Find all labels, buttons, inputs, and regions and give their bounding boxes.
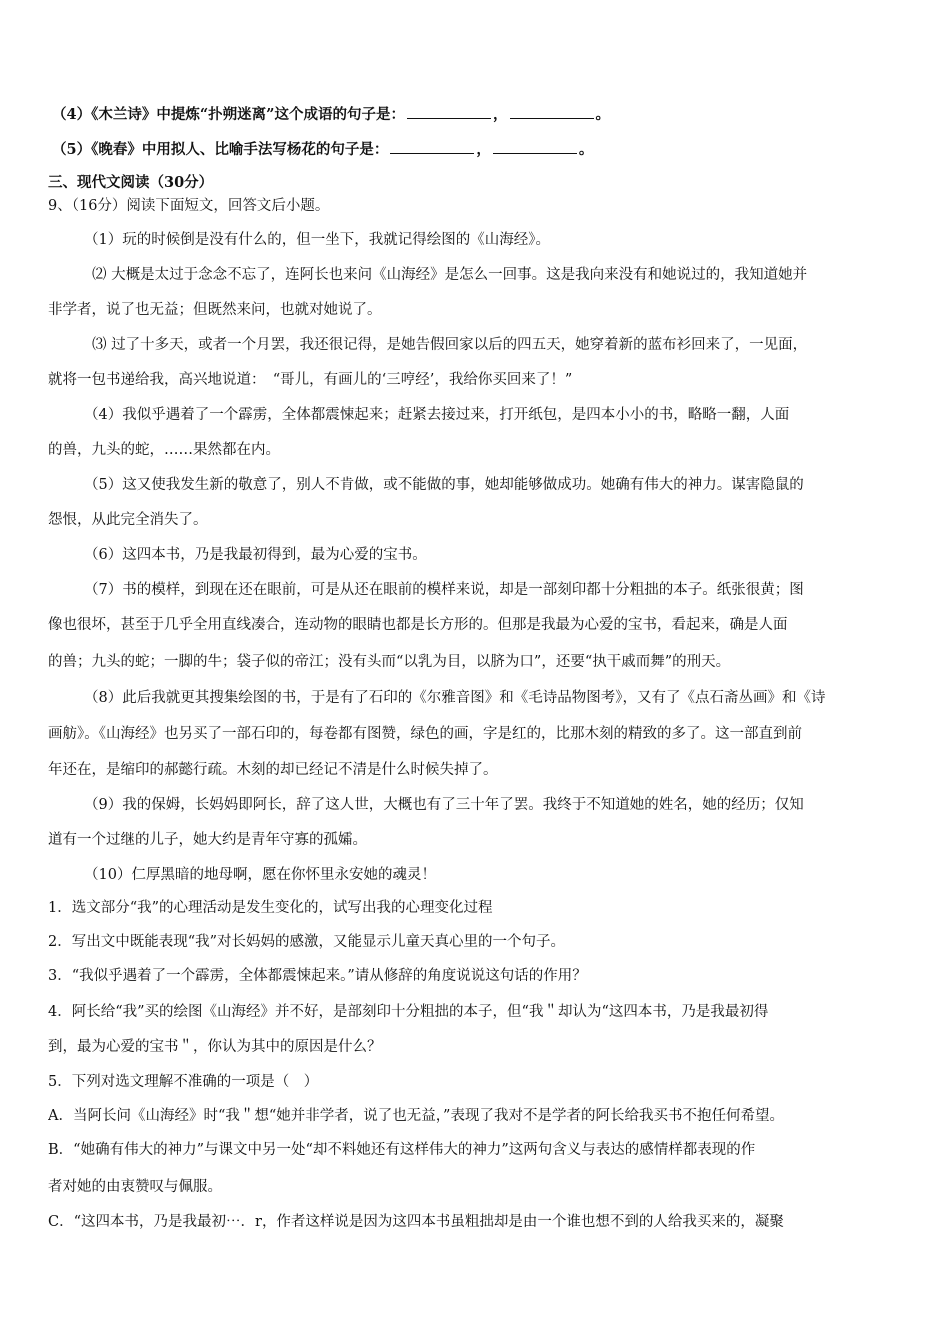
question-5-text: （5）《晚春》中用拟人、比喻手法写杨花的句子是： [52, 141, 389, 158]
paragraph-line: 画舫》。《山海经》也另买了一部石印的，每卷都有图赞，绿色的画，字是红的，比那木刻的精致的多了。这一部直到前 [48, 726, 802, 742]
paragraph-line: ⑶ 过了十多天，或者一个月罢，我还很记得，是她告假回家以后的四五天，她穿着新的蓝布衫回来了，一见面， [92, 337, 808, 353]
question-9-intro: 9、（16分）阅读下面短文，回答文后小题。 [48, 198, 330, 214]
paragraph-line: （9）我的保姆，长妈妈即阿长，辞了这人世，大概也有了三十年了罢。我终于不知道她的姓名，她的经历；仅知 [84, 797, 804, 813]
question-4-text: （4）《木兰诗》中提炼“扑朔迷离”这个成语的句子是： [52, 106, 406, 123]
section-title: 三、现代文阅读（30分） [48, 174, 214, 191]
question-line: 到，最为心爱的宝书＂，你认为其中的原因是什么？ [48, 1039, 382, 1055]
paragraph-line: 就将一包书递给我，高兴地说道： “哥儿，有画儿的‘三哼经’，我给你买回来了！” [48, 372, 573, 388]
paragraph-line: （1）玩的时候倒是没有什么的，但一坐下，我就记得绘图的《山海经》。 [84, 232, 550, 248]
full-stop: 。 [578, 141, 594, 158]
option-b: B．“她确有伟大的神力”与课文中另一处“却不料她还有这样伟大的神力”这两句含义与表达的感情样都表现的作 [48, 1142, 756, 1158]
paragraph-line: （4）我似乎遇着了一个霹雳，全体都震悚起来；赶紧去接过来，打开纸包，是四本小小的书，略略一翻，人面 [84, 407, 790, 423]
paragraph-line: 道有一个过继的儿子，她大约是青年守寡的孤孀。 [48, 832, 367, 848]
paragraph-line: 怨恨，从此完全消失了。 [48, 512, 208, 528]
option-b-continued: 者对她的由衷赞叹与佩服。 [48, 1179, 222, 1195]
question-line: 3．“我似乎遇着了一个霹雳，全体都震悚起来。”请从修辞的角度说说这句话的作用？ [48, 968, 587, 984]
paragraph-line: （10）仁厚黑暗的地母啊，愿在你怀里永安她的魂灵！ [84, 867, 436, 883]
question-line: 2．写出文中既能表现“我”对长妈妈的感激，又能显示儿童天真心里的一个句子。 [48, 934, 566, 950]
question-line: 4．阿长给“我”买的绘图《山海经》并不好，是部刻印十分粗拙的本子，但“我＂却认为“这四本书，乃是我最初得 [48, 1004, 769, 1020]
full-stop: 。 [595, 106, 611, 123]
paragraph-line: 非学者，说了也无益；但既然来问，也就对她说了。 [48, 302, 382, 318]
paragraph-line: 的兽；九头的蛇；一脚的牛；袋子似的帝江；没有头而“以乳为目，以脐为口”，还要“执干戚而舞”的刑天。 [48, 654, 731, 670]
question-line: 1．选文部分“我”的心理活动是发生变化的，试写出我的心理变化过程 [48, 900, 493, 916]
answer-blank[interactable] [390, 139, 474, 154]
paragraph-line: 的兽，九头的蛇，……果然都在内。 [48, 442, 280, 458]
fill-in-question-5 [52, 139, 912, 160]
paragraph-line: ⑵ 大概是太过于念念不忘了，连阿长也来问《山海经》是怎么一回事。这是我向来没有和她说过的，我知道她并 [92, 267, 808, 283]
answer-blank[interactable] [510, 104, 594, 119]
separator: ， [493, 106, 508, 123]
answer-blank[interactable] [493, 139, 577, 154]
question-line: 5．下列对选文理解不准确的一项是（ ） [48, 1074, 319, 1090]
paragraph-line: （5）这又使我发生新的敬意了，别人不肯做，或不能做的事，她却能够做成功。她确有伟大的神力。谋害隐鼠的 [84, 477, 804, 493]
paragraph-line: （7）书的模样，到现在还在眼前，可是从还在眼前的模样来说，却是一部刻印都十分粗拙的本子。纸张很黄；图 [84, 582, 804, 598]
option-a: A．当阿长问《山海经》时“我＂想“她并非学者，说了也无益，”表现了我对不是学者的阿长给我买书不抱任何希望。 [48, 1108, 784, 1124]
fill-in-question-4 [52, 104, 912, 125]
paragraph-line: 年还在，是缩印的郝懿行疏。木刻的却已经记不清是什么时候失掉了。 [48, 762, 498, 778]
paragraph-line: 像也很坏，甚至于几乎全用直线凑合，连动物的眼睛也都是长方形的。但那是我最为心爱的宝书，看起来，确是人面 [48, 617, 788, 633]
separator: ， [476, 141, 491, 158]
option-c: C．“这四本书，乃是我最初⋯．r，作者这样说是因为这四本书虽粗拙却是由一个谁也想不到的人给我买来的，凝聚 [48, 1214, 784, 1230]
answer-blank[interactable] [407, 104, 491, 119]
paragraph-line: （8）此后我就更其搜集绘图的书，于是有了石印的《尔雅音图》和《毛诗品物图考》，又有了《点石斋丛画》和《诗 [84, 690, 826, 706]
paragraph-line: （6）这四本书，乃是我最初得到，最为心爱的宝书。 [84, 547, 427, 563]
